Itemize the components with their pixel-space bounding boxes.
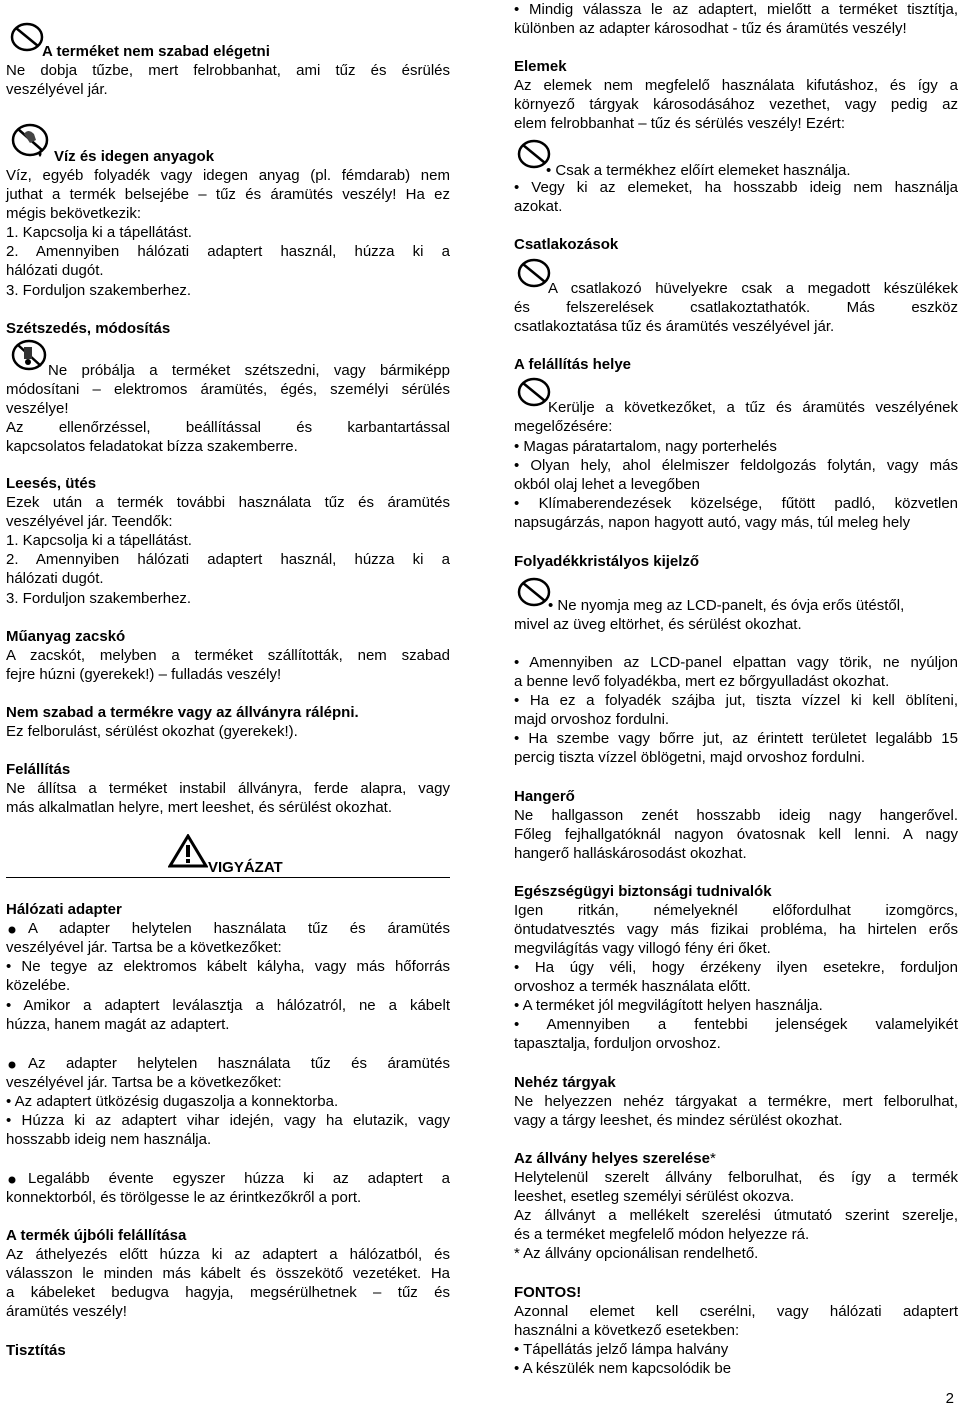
- text-line: módosítani – elektromos áramütés, égés, személyi sérülés: [6, 381, 450, 398]
- section-title-volume: Hangerő: [514, 788, 575, 805]
- section-title-heavy-objects: Nehéz tárgyak: [514, 1074, 616, 1091]
- section-title-connections: Csatlakozások: [514, 236, 619, 253]
- stand-title-text: Az állvány helyes szerelése: [514, 1150, 710, 1167]
- text-line: orvoshoz a termék használata előtt.: [514, 978, 751, 995]
- section-title-batteries: Elemek: [514, 58, 567, 75]
- text-line: hálózati dugót.: [6, 570, 104, 587]
- text-line: 1. Kapcsolja ki a tápellátást.: [6, 532, 192, 549]
- section-title-setup: Felállítás: [6, 761, 71, 778]
- text-line: tapasztalja, forduljon orvoshoz.: [514, 1035, 721, 1052]
- text-line: elem felrobbanhat – tűz és sérülés veszély! Ezért:: [514, 115, 845, 132]
- text-line: környező tárgyak károsodásához vezethet, vagy pedig az: [514, 96, 958, 113]
- text-line: Ezek után a termék további használata tűz és áramütés: [6, 494, 450, 511]
- text-line: • Amennyiben az LCD-panel elpattan vagy törik, ne nyúljon: [514, 654, 958, 671]
- text-line: • Tápellátás jelző lámpa halvány: [514, 1341, 729, 1358]
- text-line: • Ha ez a folyadék szájba jut, tiszta vízzel ki kell öblíteni,: [514, 692, 958, 709]
- text-line: Ne állítsa a terméket instabil állványra, ferde alapra, vagy: [6, 780, 450, 797]
- text-line: húzza, hanem magát az adaptert.: [6, 1016, 230, 1033]
- text-line: • Vegy ki az elemeket, ha hosszabb ideig nem használja: [514, 179, 958, 196]
- text-line: mégis bekövetkezik:: [6, 205, 142, 222]
- text-line: más alkalmatlan helyre, mert leeshet, és sérülést okozhat.: [6, 799, 393, 816]
- text-line: használni a következő esetekben:: [514, 1322, 740, 1339]
- prohibition-icon: [10, 22, 44, 52]
- text-line: áramütés veszély!: [6, 1303, 127, 1320]
- text-line: Ne helyezzen nehéz tárgyakat a termékre, mert felborulhat,: [514, 1093, 958, 1110]
- divider: [6, 877, 450, 878]
- section-title-burn: A terméket nem szabad elégetni: [42, 43, 270, 60]
- text-line: majd orvoshoz fordulni.: [514, 711, 670, 728]
- text-line: • Húzza ki az adaptert vihar idején, vagy ha elutazik, vagy: [6, 1112, 450, 1129]
- text-line: megvilágítás vagy villogó fény éri őket.: [514, 940, 771, 957]
- text-line: • Amikor a adaptert leválasztja a hálózatról, ne a kábelt: [6, 997, 450, 1014]
- text-line: Az ellenőrzéssel, beállítással és karbantartással: [6, 419, 450, 436]
- text-line: percig tiszta vízzel öblögetni, majd orvoshoz fordulni.: [514, 749, 866, 766]
- text-line: juthat a termék belsejébe – tűz és áramütés veszély! Ha ez: [6, 186, 450, 203]
- text-line: • Mindig válassza le az adaptert, mielőtt a terméket tisztítja,: [514, 1, 958, 18]
- text-line: Az áthelyezés előtt húzza ki az adaptert a hálózatból, és: [6, 1246, 450, 1263]
- text-line: • A készülék nem kapcsolódik be: [514, 1360, 732, 1377]
- text-line: hangerő halláskárosodást okozhat.: [514, 845, 747, 862]
- text-line: válasszon le minden más kábelt és összekötő vezetéket. Ha: [6, 1265, 450, 1282]
- no-water-icon: [10, 122, 54, 160]
- section-title-plastic-bag: Műanyag zacskó: [6, 628, 126, 645]
- bullet-icon: [8, 1176, 16, 1184]
- text-line: leeshet, esetleg személyi sérülést okozva.: [514, 1188, 795, 1205]
- text-line: Kerülje a következőket, a tűz és áramütés veszélyének: [548, 399, 958, 416]
- text-line: • Ne tegye az elektromos kábelt kályha, vagy más hőforrás: [6, 958, 450, 975]
- section-title-disassembly: Szétszedés, módosítás: [6, 320, 171, 337]
- section-title-lcd: Folyadékkristályos kijelző: [514, 553, 700, 570]
- text-line: • A terméket jól megvilágított helyen használja.: [514, 997, 823, 1014]
- text-line: Az adapter helytelen használata tűz és áramütés: [28, 1055, 450, 1072]
- text-line: kapcsolatos feladatokat bízza szakemberre.: [6, 438, 298, 455]
- text-line: • Amennyiben a fentebbi jelenségek valamelyikét: [514, 1016, 958, 1033]
- page-number: 2: [945, 1389, 954, 1407]
- section-title-cleaning: Tisztítás: [6, 1342, 66, 1359]
- text-line: Ne hallgasson zenét hosszabb ideig nagy hangerővel.: [514, 807, 958, 824]
- text-line: veszélye!: [6, 400, 69, 417]
- text-line: 3. Forduljon szakemberhez.: [6, 282, 192, 299]
- text-line: • Klímaberendezések közelsége, fűtött padló, közvetlen: [514, 495, 958, 512]
- text-line: öntudatvesztés vagy más fizikai probléma, ha hirtelen erős: [514, 921, 958, 938]
- section-title-water: Víz és idegen anyagok: [54, 148, 215, 165]
- text-line: * Az állvány opcionálisan rendelhető.: [514, 1245, 759, 1262]
- text-line: 2. Amennyiben hálózati adaptert használ, húzza ki a: [6, 243, 450, 260]
- text-line: A adapter helytelen használata tűz és áramütés: [28, 920, 450, 937]
- text-line: a kábeleket bedugva hagyja, megsérülhetnek – tűz és: [6, 1284, 450, 1301]
- warning-label: VIGYÁZAT: [208, 859, 283, 876]
- text-line: hálózati dugót.: [6, 262, 104, 279]
- text-line: különben az adapter károsodhat - tűz és áramütés veszély!: [514, 20, 907, 37]
- text-line: veszélyével jár.: [6, 81, 108, 98]
- text-line: Legalább évente egyszer húzza ki az adaptert a: [28, 1170, 450, 1187]
- section-title-stand: [514, 1149, 958, 1168]
- prohibition-icon: [516, 376, 552, 408]
- text-line: • Magas páratartalom, nagy porterhelés: [514, 438, 777, 455]
- text-line: Ez felborulást, sérülést okozhat (gyerekek!).: [6, 723, 298, 740]
- section-title-location: A felállítás helye: [514, 356, 631, 373]
- text-line: • Ha úgy véli, hogy érzékeny ilyen esetekre, forduljon: [514, 959, 958, 976]
- section-title-drop: Leesés, ütés: [6, 475, 97, 492]
- text-line: 2. Amennyiben hálózati adaptert használ, húzza ki a: [6, 551, 450, 568]
- text-line: Igen ritkán, némelyeknél előfordulhat izomgörcs,: [514, 902, 958, 919]
- prohibition-icon: [516, 576, 552, 608]
- text-line: megelőzésére:: [514, 418, 613, 435]
- warning-triangle-icon: [168, 834, 208, 868]
- text-line: • Az adaptert ütközésig dugaszolja a konnektorba.: [6, 1093, 339, 1110]
- section-title-adapter: Hálózati adapter: [6, 901, 122, 918]
- text-line: Azonnal elemet kell cserélni, vagy hálózati adaptert: [514, 1303, 958, 1320]
- text-line: fejre húzni (gyerekek!) – fulladás veszély!: [6, 666, 282, 683]
- text-line: a benne levő folyadékba, mert ez bőrgyulladást okozhat.: [514, 673, 890, 690]
- section-title-important: FONTOS!: [514, 1284, 582, 1301]
- asterisk-mark: *: [709, 1150, 716, 1167]
- text-line: hosszabb ideig nem használja.: [6, 1131, 212, 1148]
- text-line: • Csak a termékhez előírt elemeket használja.: [546, 162, 851, 179]
- section-title-health: Egészségügyi biztonsági tudnivalók: [514, 883, 772, 900]
- text-line: és a terméket megfelelő módon helyezze rá.: [514, 1226, 810, 1243]
- text-line: Ne dobja tűzbe, mert felrobbanhat, ami tűz és ésrülés: [6, 62, 450, 79]
- text-line: vagy a tárgy leeshet, és mindez sérülést okozhat.: [514, 1112, 843, 1129]
- text-line: közelébe.: [6, 977, 71, 994]
- text-line: • Olyan hely, ahol élelmiszer feldolgozás folytán, vagy más: [514, 457, 958, 474]
- text-line: Víz, egyéb folyadék vagy idegen anyag (pl. fémdarab) nem: [6, 167, 450, 184]
- text-line: csatlakoztatása tűz és áramütés veszélyével jár.: [514, 318, 835, 335]
- text-line: okból olaj lehet a levegőben: [514, 476, 700, 493]
- text-line: • Ha szembe vagy bőrre jut, az érintett területet legalább 15: [514, 730, 958, 747]
- text-line: azokat.: [514, 198, 563, 215]
- text-line: veszélyével jár. Tartsa be a következőket:: [6, 1074, 282, 1091]
- text-line: A zacskót, melyben a terméket szállították, nem szabad: [6, 647, 450, 664]
- text-line: napsugárzás, napon hagyott autó, vagy más, túl meleg hely: [514, 514, 911, 531]
- text-line: Az elemek nem megfelelő használata kifutáshoz, és így a: [514, 77, 958, 94]
- text-line: A csatlakozó hüvelyekre csak a megadott készülékek: [548, 280, 958, 297]
- text-line: mivel az üveg eltörhet, és sérülést okozhat.: [514, 616, 802, 633]
- text-line: Az állványt a mellékelt szerelési útmutató szerint szerelje,: [514, 1207, 958, 1224]
- text-line: Főleg fejhallgatóknál nagyon óvatosnak kell lenni. A nagy: [514, 826, 958, 843]
- section-title-reinstall: A termék újbóli felállítása: [6, 1227, 187, 1244]
- text-line: konnektorból, és törölgesse le az érintkezőkről a port.: [6, 1189, 362, 1206]
- prohibition-icon: [516, 257, 552, 289]
- text-line: Ne próbálja a terméket szétszedni, vagy bármiképp: [48, 362, 450, 379]
- text-line: veszélyével jár. Tartsa be a következőket:: [6, 939, 282, 956]
- text-line: • Ne nyomja meg az LCD-panelt, és óvja erős ütéstől,: [548, 597, 905, 614]
- text-line: és felszerelések csatlakoztathatók. Más eszköz: [514, 299, 958, 316]
- text-line: Helytelenül szerelt állvány felborulhat, és így a termék: [514, 1169, 958, 1186]
- bullet-icon: [8, 1061, 16, 1069]
- section-title-no-step: Nem szabad a termékre vagy az állványra rálépni.: [6, 704, 359, 721]
- bullet-icon: [8, 926, 16, 934]
- text-line: veszélyével jár. Teendők:: [6, 513, 173, 530]
- text-line: 1. Kapcsolja ki a tápellátást.: [6, 224, 192, 241]
- text-line: 3. Forduljon szakemberhez.: [6, 590, 192, 607]
- no-disassembly-icon: [10, 339, 50, 373]
